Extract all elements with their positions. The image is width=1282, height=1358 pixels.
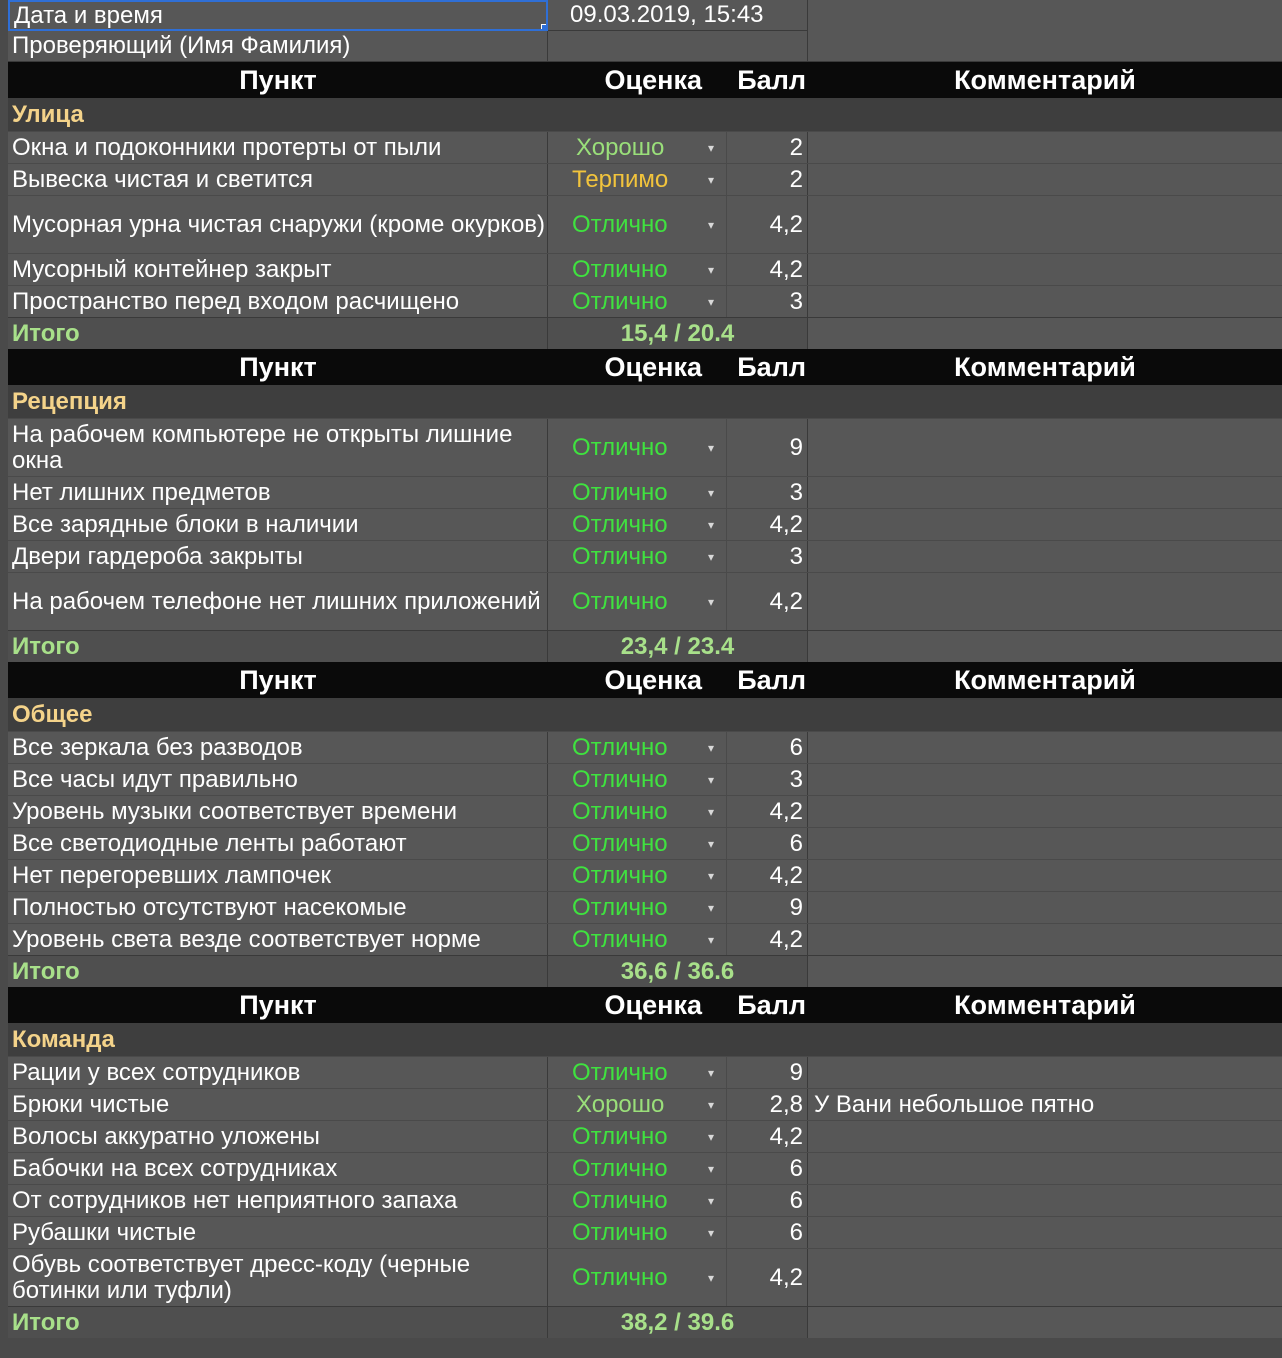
comment-cell[interactable] [808, 924, 1282, 955]
item-text-cell[interactable]: Двери гардероба закрыты [8, 541, 548, 572]
comment-cell[interactable] [808, 1249, 1282, 1306]
item-text-cell[interactable]: От сотрудников нет неприятного запаха [8, 1185, 548, 1216]
grade-value: Отлично [572, 893, 668, 921]
empty-cell[interactable] [808, 631, 1282, 662]
chevron-down-icon[interactable]: ▾ [708, 262, 715, 277]
comment-cell[interactable] [808, 732, 1282, 763]
grade-value: Отлично [572, 1122, 668, 1150]
chevron-down-icon[interactable]: ▾ [708, 804, 715, 819]
item-text-cell[interactable]: Нет лишних предметов [8, 477, 548, 508]
grade-value: Хорошо [576, 1090, 665, 1118]
score-cell[interactable]: 4,2 [726, 796, 808, 827]
section-title-row [8, 385, 1282, 418]
checklist-sheet [8, 0, 1282, 1338]
comment-cell[interactable] [808, 164, 1282, 195]
comment-cell[interactable] [808, 892, 1282, 923]
column-header-row [8, 349, 1282, 385]
header-comment: Комментарий [954, 351, 1136, 382]
grade-value: Отлично [572, 433, 668, 461]
comment-cell[interactable] [808, 419, 1282, 476]
grade-dropdown[interactable] [548, 196, 726, 253]
grade-value: Отлично [572, 1263, 668, 1291]
chevron-down-icon[interactable]: ▾ [708, 440, 715, 455]
item-text-cell[interactable]: На рабочем компьютере не открыты лишние окна [8, 419, 548, 476]
score-cell[interactable]: 6 [726, 1153, 808, 1184]
checklist-row [8, 131, 1282, 163]
score-cell[interactable]: 4,2 [726, 860, 808, 891]
header-grade: Оценка [604, 664, 702, 695]
item-text-cell[interactable]: Волосы аккуратно уложены [8, 1121, 548, 1152]
comment-cell[interactable] [808, 196, 1282, 253]
comment-cell[interactable] [808, 1057, 1282, 1088]
chevron-down-icon[interactable]: ▾ [708, 1065, 715, 1080]
checklist-row [8, 1248, 1282, 1306]
grade-dropdown[interactable] [548, 924, 726, 955]
chevron-down-icon[interactable]: ▾ [708, 217, 715, 232]
grade-dropdown[interactable] [548, 1217, 726, 1248]
checklist-row [8, 253, 1282, 285]
comment-cell[interactable] [808, 860, 1282, 891]
column-header-row [8, 62, 1282, 98]
total-row [8, 955, 1282, 987]
grade-dropdown[interactable] [548, 796, 726, 827]
grade-value: Отлично [572, 797, 668, 825]
grade-value: Отлично [572, 210, 668, 238]
grade-dropdown[interactable] [548, 1249, 726, 1306]
header-score: Балл [737, 64, 806, 95]
comment-cell[interactable] [808, 254, 1282, 285]
total-row [8, 1306, 1282, 1338]
grade-value: Отлично [572, 478, 668, 506]
comment-cell[interactable] [808, 573, 1282, 630]
comment-cell[interactable] [808, 509, 1282, 540]
item-text-cell[interactable]: Все светодиодные ленты работают [8, 828, 548, 859]
chevron-down-icon[interactable]: ▾ [708, 740, 715, 755]
empty-cell[interactable] [808, 956, 1282, 987]
comment-cell[interactable] [808, 1185, 1282, 1216]
comment-cell[interactable] [808, 1121, 1282, 1152]
score-cell[interactable]: 2 [726, 132, 808, 163]
score-cell[interactable]: 2 [726, 164, 808, 195]
date-value-cell[interactable]: 09.03.2019, 15:43 [548, 0, 808, 31]
checklist-row [8, 1152, 1282, 1184]
item-text-cell[interactable]: Пространство перед входом расчищено [8, 286, 548, 317]
item-text-cell[interactable]: Все зеркала без разводов [8, 732, 548, 763]
header-comment: Комментарий [954, 989, 1136, 1020]
section-title: Рецепция [12, 387, 127, 415]
score-cell[interactable]: 9 [726, 419, 808, 476]
grade-dropdown[interactable] [548, 764, 726, 795]
inspector-label-cell[interactable]: Проверяющий (Имя Фамилия) [8, 31, 548, 61]
total-value: 23,4 / 23.4 [548, 631, 808, 662]
date-label-cell[interactable]: Дата и время [8, 0, 548, 31]
total-label: Итого [8, 1307, 548, 1338]
grade-value: Отлично [572, 733, 668, 761]
comment-cell[interactable] [808, 796, 1282, 827]
chevron-down-icon[interactable]: ▾ [708, 1097, 715, 1112]
checklist-row [8, 572, 1282, 630]
total-label: Итого [8, 631, 548, 662]
checklist-row [8, 508, 1282, 540]
comment-cell[interactable] [808, 1217, 1282, 1248]
total-row [8, 630, 1282, 662]
grade-dropdown[interactable] [548, 164, 726, 195]
chevron-down-icon[interactable]: ▾ [708, 549, 715, 564]
grade-dropdown[interactable] [548, 892, 726, 923]
total-label: Итого [8, 318, 548, 349]
grade-dropdown[interactable] [548, 828, 726, 859]
score-cell[interactable]: 4,2 [726, 254, 808, 285]
chevron-down-icon[interactable]: ▾ [708, 900, 715, 915]
checklist-row [8, 827, 1282, 859]
checklist-row [8, 731, 1282, 763]
total-value: 15,4 / 20.4 [548, 318, 808, 349]
inspector-value-cell[interactable] [548, 31, 808, 61]
comment-cell[interactable] [808, 132, 1282, 163]
score-cell[interactable]: 6 [726, 828, 808, 859]
grade-dropdown[interactable] [548, 1057, 726, 1088]
checklist-row [8, 923, 1282, 955]
chevron-down-icon[interactable]: ▾ [708, 1193, 715, 1208]
column-header-row [8, 662, 1282, 698]
grade-value: Отлично [572, 510, 668, 538]
grade-value: Отлично [572, 587, 668, 615]
grade-dropdown[interactable] [548, 477, 726, 508]
grade-dropdown[interactable] [548, 1185, 726, 1216]
header-item: Пункт [239, 664, 317, 695]
item-text-cell[interactable]: Бабочки на всех сотрудниках [8, 1153, 548, 1184]
grade-value: Отлично [572, 829, 668, 857]
comment-cell[interactable] [808, 764, 1282, 795]
header-grade: Оценка [604, 64, 702, 95]
chevron-down-icon[interactable]: ▾ [708, 485, 715, 500]
grade-dropdown[interactable] [548, 732, 726, 763]
chevron-down-icon[interactable]: ▾ [708, 932, 715, 947]
comment-cell[interactable] [808, 1153, 1282, 1184]
checklist-row [8, 1120, 1282, 1152]
meta-row-inspector [8, 31, 1282, 62]
score-cell[interactable]: 6 [726, 1185, 808, 1216]
checklist-row [8, 891, 1282, 923]
checklist-row [8, 795, 1282, 827]
checklist-row [8, 1184, 1282, 1216]
grade-value: Отлично [572, 255, 668, 283]
chevron-down-icon[interactable]: ▾ [708, 1270, 715, 1285]
total-value: 38,2 / 39.6 [548, 1307, 808, 1338]
item-text-cell[interactable]: Окна и подоконники протерты от пыли [8, 132, 548, 163]
header-comment: Комментарий [954, 664, 1136, 695]
section-title: Улица [12, 100, 84, 128]
score-cell[interactable]: 4,2 [726, 509, 808, 540]
grade-dropdown[interactable] [548, 860, 726, 891]
score-cell[interactable]: 4,2 [726, 924, 808, 955]
comment-cell[interactable] [808, 828, 1282, 859]
grade-value: Отлично [572, 1218, 668, 1246]
item-text-cell[interactable]: Мусорная урна чистая снаружи (кроме окурков) [8, 196, 548, 253]
grade-value: Отлично [572, 1186, 668, 1214]
item-text-cell[interactable]: Мусорный контейнер закрыт [8, 254, 548, 285]
chevron-down-icon[interactable]: ▾ [708, 594, 715, 609]
score-cell[interactable]: 3 [726, 541, 808, 572]
item-text-cell[interactable]: Нет перегоревших лампочек [8, 860, 548, 891]
checklist-row [8, 1088, 1282, 1120]
meta-row-date [8, 0, 1282, 31]
chevron-down-icon[interactable]: ▾ [708, 1129, 715, 1144]
item-text-cell[interactable]: Рубашки чистые [8, 1217, 548, 1248]
grade-value: Отлично [572, 1058, 668, 1086]
checklist-row [8, 859, 1282, 891]
empty-cell[interactable] [808, 31, 1282, 61]
checklist-row [8, 285, 1282, 317]
checklist-row [8, 163, 1282, 195]
item-text-cell[interactable]: На рабочем телефоне нет лишних приложений [8, 573, 548, 630]
item-text-cell[interactable]: Вывеска чистая и светится [8, 164, 548, 195]
score-cell[interactable]: 3 [726, 764, 808, 795]
grade-value: Хорошо [576, 133, 665, 161]
grade-value: Терпимо [572, 165, 669, 193]
chevron-down-icon[interactable]: ▾ [708, 772, 715, 787]
chevron-down-icon[interactable]: ▾ [708, 1161, 715, 1176]
grade-dropdown[interactable] [548, 132, 726, 163]
header-item: Пункт [239, 351, 317, 382]
item-text-cell[interactable]: Брюки чистые [8, 1089, 548, 1120]
header-grade: Оценка [604, 351, 702, 382]
score-cell[interactable]: 4,2 [726, 1249, 808, 1306]
checklist-row [8, 540, 1282, 572]
item-text-cell[interactable]: Обувь соответствует дресс-коду (черные ботинки или туфли) [8, 1249, 548, 1306]
comment-cell[interactable] [808, 477, 1282, 508]
grade-dropdown[interactable] [548, 1121, 726, 1152]
header-grade: Оценка [604, 989, 702, 1020]
sections-container [8, 62, 1282, 1338]
score-cell[interactable]: 3 [726, 286, 808, 317]
item-text-cell[interactable]: Рации у всех сотрудников [8, 1057, 548, 1088]
section-title-row [8, 698, 1282, 731]
header-score: Балл [737, 351, 806, 382]
score-cell[interactable]: 4,2 [726, 573, 808, 630]
total-label: Итого [8, 956, 548, 987]
empty-cell[interactable] [808, 1307, 1282, 1338]
item-text-cell[interactable]: Все зарядные блоки в наличии [8, 509, 548, 540]
section-title: Общее [12, 700, 93, 728]
grade-value: Отлично [572, 1154, 668, 1182]
comment-cell[interactable] [808, 541, 1282, 572]
header-comment: Комментарий [954, 64, 1136, 95]
comment-cell[interactable]: У Вани небольшое пятно [814, 1090, 1095, 1118]
chevron-down-icon[interactable]: ▾ [708, 836, 715, 851]
checklist-row [8, 418, 1282, 476]
chevron-down-icon[interactable]: ▾ [708, 517, 715, 532]
checklist-row [8, 476, 1282, 508]
chevron-down-icon[interactable]: ▾ [708, 294, 715, 309]
item-text-cell[interactable]: Все часы идут правильно [8, 764, 548, 795]
grade-dropdown[interactable] [548, 1089, 726, 1120]
checklist-row [8, 195, 1282, 253]
grade-dropdown[interactable] [548, 573, 726, 630]
checklist-row [8, 1216, 1282, 1248]
grade-dropdown[interactable] [548, 541, 726, 572]
grade-value: Отлично [572, 925, 668, 953]
comment-cell[interactable] [808, 286, 1282, 317]
grade-dropdown[interactable] [548, 509, 726, 540]
grade-dropdown[interactable] [548, 1153, 726, 1184]
empty-cell[interactable] [808, 0, 1282, 31]
checklist-row [8, 1056, 1282, 1088]
grade-value: Отлично [572, 287, 668, 315]
section-title: Команда [12, 1025, 115, 1053]
item-text-cell[interactable]: Полностью отсутствуют насекомые [8, 892, 548, 923]
header-item: Пункт [239, 989, 317, 1020]
item-text-cell[interactable]: Уровень музыки соответствует времени [8, 796, 548, 827]
column-header-row [8, 987, 1282, 1023]
checklist-row [8, 763, 1282, 795]
chevron-down-icon[interactable]: ▾ [708, 140, 715, 155]
header-score: Балл [737, 664, 806, 695]
score-cell[interactable]: 4,2 [726, 196, 808, 253]
chevron-down-icon[interactable]: ▾ [708, 1225, 715, 1240]
grade-value: Отлично [572, 542, 668, 570]
header-item: Пункт [239, 64, 317, 95]
chevron-down-icon[interactable]: ▾ [708, 868, 715, 883]
score-cell[interactable]: 9 [726, 1057, 808, 1088]
score-cell[interactable]: 4,2 [726, 1121, 808, 1152]
grade-dropdown[interactable] [548, 286, 726, 317]
score-cell[interactable]: 6 [726, 1217, 808, 1248]
score-cell[interactable]: 6 [726, 732, 808, 763]
grade-value: Отлично [572, 765, 668, 793]
section-title-row [8, 98, 1282, 131]
chevron-down-icon[interactable]: ▾ [708, 172, 715, 187]
grade-dropdown[interactable] [548, 254, 726, 285]
empty-cell[interactable] [808, 318, 1282, 349]
total-row [8, 317, 1282, 349]
score-cell[interactable]: 2,8 [726, 1089, 808, 1120]
header-score: Балл [737, 989, 806, 1020]
grade-dropdown[interactable] [548, 419, 726, 476]
item-text-cell[interactable]: Уровень света везде соответствует норме [8, 924, 548, 955]
score-cell[interactable]: 9 [726, 892, 808, 923]
grade-value: Отлично [572, 861, 668, 889]
score-cell[interactable]: 3 [726, 477, 808, 508]
total-value: 36,6 / 36.6 [548, 956, 808, 987]
section-title-row [8, 1023, 1282, 1056]
